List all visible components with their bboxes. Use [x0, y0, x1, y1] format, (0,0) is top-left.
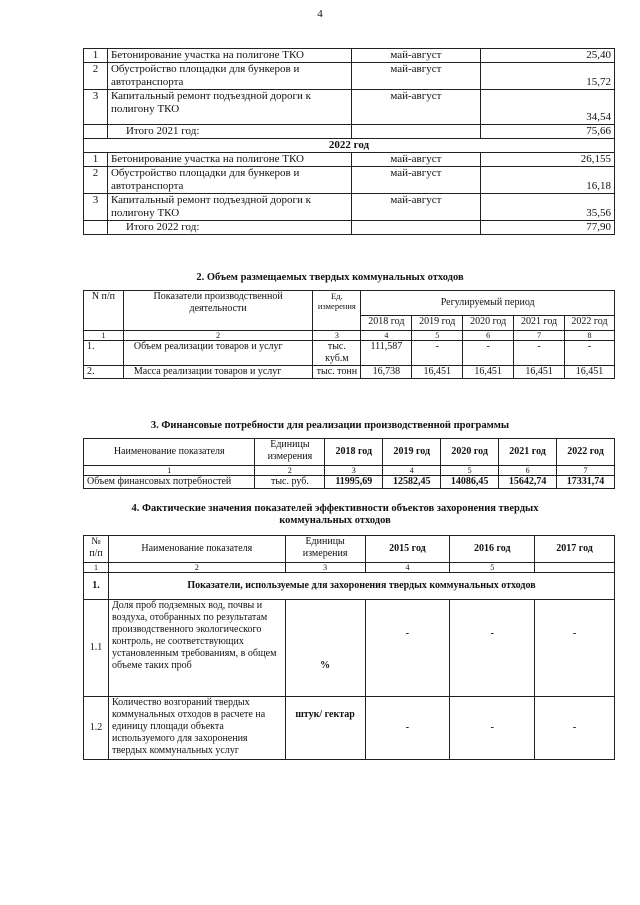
- row-num: 1: [84, 49, 108, 63]
- header-year: 2018 год: [325, 439, 383, 466]
- value-cell: 16,451: [463, 366, 514, 379]
- total-row: [84, 125, 615, 139]
- header-year: 2016 год: [450, 536, 535, 563]
- indicator-name: Масса реализации товаров и услуг: [123, 366, 313, 379]
- group-num: 1.: [84, 573, 109, 600]
- work-name: Обустройство площадки для бункеров и автотранспорта: [107, 167, 351, 194]
- unit-cell: штук/ гектар: [285, 697, 365, 760]
- year-header-row: [84, 139, 615, 153]
- section-3-title: 3. Финансовые потребности для реализации производственной программы: [150, 420, 510, 431]
- table-row: [84, 153, 615, 167]
- unit-cell: тыс. руб.: [255, 476, 325, 489]
- index-cell: 8: [565, 331, 615, 341]
- header-year: 2019 год: [383, 439, 441, 466]
- index-cell: 2: [123, 331, 313, 341]
- value-cell: -: [514, 341, 565, 366]
- header-year: 2018 год: [361, 316, 412, 331]
- work-period: май-август: [351, 63, 481, 90]
- work-name: Обустройство площадки для бункеров и автотранспорта: [107, 63, 351, 90]
- header-year: 2020 год: [441, 439, 499, 466]
- index-cell: 7: [557, 466, 615, 476]
- work-name: Капитальный ремонт подъездной дороги к полигону ТКО: [107, 90, 351, 125]
- indicator-name: Доля проб подземных вод, почвы и воздуха, отобранных по результатам производственного экологического контроль, не соответствующих установленным требованиям, в общем объеме таких проб: [108, 600, 285, 697]
- work-value: 25,40: [481, 49, 615, 63]
- index-cell: 6: [499, 466, 557, 476]
- row-num: 1.: [84, 341, 124, 366]
- table-row: [84, 600, 615, 697]
- year-header: 2022 год: [84, 139, 615, 153]
- work-period: май-август: [351, 167, 481, 194]
- header-indicator: Показатели производственной деятельности: [123, 291, 313, 331]
- efficiency-indicators-table: [83, 535, 615, 760]
- row-num: 1.2: [84, 697, 109, 760]
- waste-volume-table: [83, 290, 615, 379]
- header-period: Регулируемый период: [361, 291, 615, 316]
- work-value: 26,155: [481, 153, 615, 167]
- header-unit: Единицы измерения: [255, 439, 325, 466]
- index-cell: 2: [255, 466, 325, 476]
- value-cell: 15642,74: [499, 476, 557, 489]
- work-period: май-август: [351, 90, 481, 125]
- value-cell: 16,451: [412, 366, 463, 379]
- works-table: [83, 48, 615, 235]
- total-label: Итого 2021 год:: [107, 125, 351, 139]
- table-row: [84, 63, 615, 90]
- value-cell: 12582,45: [383, 476, 441, 489]
- value-cell: 16,738: [361, 366, 412, 379]
- row-num: 1.1: [84, 600, 109, 697]
- value-cell: 14086,45: [441, 476, 499, 489]
- financial-needs-table: [83, 438, 615, 489]
- unit-cell: тыс. тонн: [313, 366, 361, 379]
- header-year: 2022 год: [565, 316, 615, 331]
- value-cell: 16,451: [565, 366, 615, 379]
- work-period: май-август: [351, 194, 481, 221]
- row-num: 2: [84, 167, 108, 194]
- header-year: 2015 год: [365, 536, 450, 563]
- index-cell: 4: [383, 466, 441, 476]
- value-cell: -: [565, 341, 615, 366]
- indicator-name: Количество возгораний твердых коммунальных отходов в расчете на единицу площади объекта используемого для захоронения твердых коммунальных услуг: [108, 697, 285, 760]
- work-period: май-август: [351, 153, 481, 167]
- value-cell: -: [535, 697, 615, 760]
- value-cell: 11995,69: [325, 476, 383, 489]
- work-value: 35,56: [481, 194, 615, 221]
- index-cell: 4: [365, 563, 450, 573]
- work-name: Капитальный ремонт подъездной дороги к полигону ТКО: [107, 194, 351, 221]
- index-cell: 6: [463, 331, 514, 341]
- total-label: Итого 2022 год:: [107, 221, 351, 235]
- header-year: 2021 год: [514, 316, 565, 331]
- index-cell: 4: [361, 331, 412, 341]
- header-year: 2019 год: [412, 316, 463, 331]
- value-cell: 17331,74: [557, 476, 615, 489]
- index-cell: 5: [450, 563, 535, 573]
- header-num: № п/п: [84, 536, 109, 563]
- index-cell: 3: [285, 563, 365, 573]
- index-cell: 7: [514, 331, 565, 341]
- table-row: [84, 194, 615, 221]
- value-cell: -: [535, 600, 615, 697]
- value-cell: 16,451: [514, 366, 565, 379]
- index-cell: 1: [84, 466, 255, 476]
- work-name: Бетонирование участка на полигоне ТКО: [107, 153, 351, 167]
- row-num: 3: [84, 194, 108, 221]
- total-row: [84, 221, 615, 235]
- total-value: 75,66: [481, 125, 615, 139]
- group-title: Показатели, используемые для захоронения твердых коммунальных отходов: [108, 573, 614, 600]
- table-row: [84, 167, 615, 194]
- index-cell: 5: [441, 466, 499, 476]
- work-name: Бетонирование участка на полигоне ТКО: [107, 49, 351, 63]
- page-number: 4: [317, 8, 323, 20]
- index-cell: 5: [412, 331, 463, 341]
- section-2-title: 2. Объем размещаемых твердых коммунальных отходов: [196, 272, 464, 283]
- row-num: 2: [84, 63, 108, 90]
- value-cell: -: [450, 600, 535, 697]
- indicator-name: Объем финансовых потребностей: [84, 476, 255, 489]
- header-year: 2021 год: [499, 439, 557, 466]
- table-row: [84, 697, 615, 760]
- header-num: N п/п: [84, 291, 124, 331]
- group-row: [84, 573, 615, 600]
- table-row: [84, 90, 615, 125]
- header-unit: Ед. измерения: [313, 291, 361, 331]
- value-cell: -: [463, 341, 514, 366]
- indicator-name: Объем реализации товаров и услуг: [123, 341, 313, 366]
- header-year: 2020 год: [463, 316, 514, 331]
- total-value: 77,90: [481, 221, 615, 235]
- table-row: [84, 341, 615, 366]
- index-cell: 3: [313, 331, 361, 341]
- value-cell: -: [450, 697, 535, 760]
- index-cell: 1: [84, 331, 124, 341]
- value-cell: -: [365, 697, 450, 760]
- header-unit: Единицы измерения: [285, 536, 365, 563]
- value-cell: -: [365, 600, 450, 697]
- work-period: май-август: [351, 49, 481, 63]
- work-value: 34,54: [481, 90, 615, 125]
- work-value: 16,18: [481, 167, 615, 194]
- row-num: 1: [84, 153, 108, 167]
- index-cell: 2: [108, 563, 285, 573]
- section-4-title: 4. Фактические значения показателей эффективности объектов захоронения твердых коммунальных отходов: [131, 503, 539, 526]
- unit-cell: тыс. куб.м: [313, 341, 361, 366]
- row-num: 2.: [84, 366, 124, 379]
- value-cell: 111,587: [361, 341, 412, 366]
- header-name: Наименование показателя: [84, 439, 255, 466]
- index-cell: 3: [325, 466, 383, 476]
- work-value: 15,72: [481, 63, 615, 90]
- value-cell: -: [412, 341, 463, 366]
- index-cell: 1: [84, 563, 109, 573]
- row-num: 3: [84, 90, 108, 125]
- header-year: 2017 год: [535, 536, 615, 563]
- table-row: [84, 49, 615, 63]
- table-row: [84, 476, 615, 489]
- table-row: [84, 366, 615, 379]
- header-name: Наименование показателя: [108, 536, 285, 563]
- header-year: 2022 год: [557, 439, 615, 466]
- unit-cell: %: [285, 600, 365, 697]
